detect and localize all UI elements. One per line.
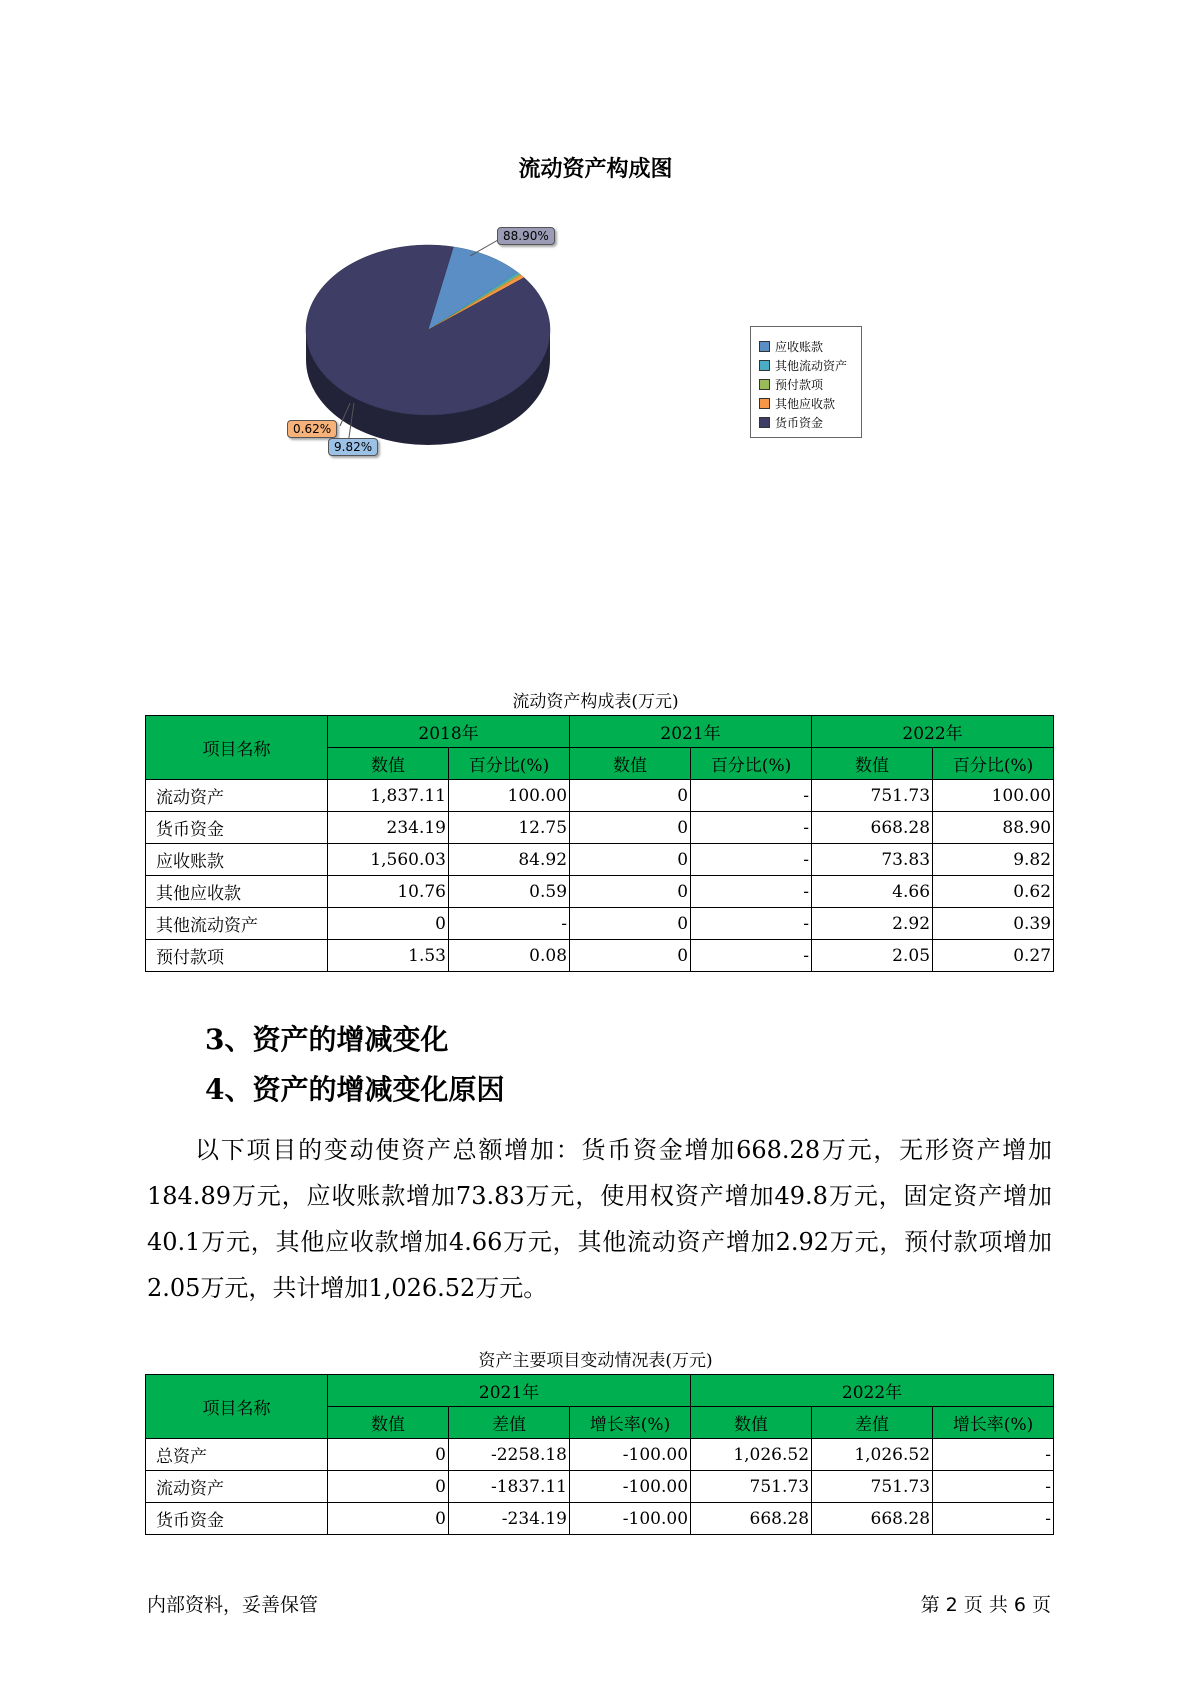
cell-value: 0 — [328, 1471, 449, 1503]
cell-value: 0 — [328, 1503, 449, 1535]
legend-swatch — [759, 379, 770, 390]
cell-value: 1,026.52 — [691, 1439, 812, 1471]
legend-swatch — [759, 398, 770, 409]
cell-value: 2.92 — [812, 908, 933, 940]
header-year-2018: 2018年 — [328, 716, 570, 748]
cell-value: 1,560.03 — [328, 844, 449, 876]
cell-value: 0.59 — [449, 876, 570, 908]
table-row — [146, 940, 1054, 972]
header-value: 数值 — [328, 748, 449, 780]
cell-value: 0 — [570, 780, 691, 812]
footer-page-number: 第 2 页 共 6 页 — [920, 1594, 1051, 1616]
table1-caption: 流动资产构成表(万元) — [512, 692, 679, 712]
cell-value: 0.39 — [933, 908, 1054, 940]
header-growth: 增长率(%) — [933, 1407, 1054, 1439]
cell-value: 668.28 — [691, 1503, 812, 1535]
section-heading-4: 4、资产的增减变化原因 — [205, 1073, 505, 1106]
legend-label: 货币资金 — [775, 416, 824, 430]
header-growth: 增长率(%) — [570, 1407, 691, 1439]
cell-value: 10.76 — [328, 876, 449, 908]
cell-value: 234.19 — [328, 812, 449, 844]
cell-value: -100.00 — [570, 1439, 691, 1471]
cell-value: - — [691, 844, 812, 876]
cell-value: 0 — [328, 1439, 449, 1471]
row-label: 预付款项 — [146, 940, 328, 972]
legend-item — [759, 394, 861, 413]
chart-legend — [750, 326, 862, 438]
cell-value: 12.75 — [449, 812, 570, 844]
cell-value: 100.00 — [933, 780, 1054, 812]
cell-value: -100.00 — [570, 1503, 691, 1535]
cell-value: 2.05 — [812, 940, 933, 972]
row-label: 总资产 — [146, 1439, 328, 1471]
cell-value: - — [933, 1471, 1054, 1503]
pie-label-货币资金: 88.90% — [497, 227, 555, 245]
header-percent: 百分比(%) — [449, 748, 570, 780]
footer-confidential: 内部资料，妥善保管 — [147, 1594, 319, 1616]
table-row — [146, 908, 1054, 940]
current-assets-table — [145, 715, 1054, 972]
legend-item — [759, 413, 861, 432]
row-label: 货币资金 — [146, 1503, 328, 1535]
cell-value: 751.73 — [812, 1471, 933, 1503]
cell-value: - — [691, 940, 812, 972]
cell-value: 73.83 — [812, 844, 933, 876]
table-row — [146, 1471, 1054, 1503]
cell-value: 0 — [570, 940, 691, 972]
header-percent: 百分比(%) — [933, 748, 1054, 780]
cell-value: 0 — [570, 812, 691, 844]
asset-change-table — [145, 1374, 1054, 1535]
header-diff: 差值 — [812, 1407, 933, 1439]
cell-value: 88.90 — [933, 812, 1054, 844]
row-label: 应收账款 — [146, 844, 328, 876]
legend-item — [759, 375, 861, 394]
cell-value: 0 — [570, 908, 691, 940]
table-row — [146, 1503, 1054, 1535]
legend-swatch — [759, 417, 770, 428]
cell-value: -100.00 — [570, 1471, 691, 1503]
cell-value: 0.27 — [933, 940, 1054, 972]
header-diff: 差值 — [449, 1407, 570, 1439]
cell-value: 4.66 — [812, 876, 933, 908]
cell-value: -234.19 — [449, 1503, 570, 1535]
row-label: 流动资产 — [146, 1471, 328, 1503]
header-item-name: 项目名称 — [146, 716, 328, 780]
header-value: 数值 — [812, 748, 933, 780]
section-heading-3: 3、资产的增减变化 — [205, 1023, 449, 1056]
cell-value: 668.28 — [812, 812, 933, 844]
cell-value: -2258.18 — [449, 1439, 570, 1471]
pie-label-应收账款: 9.82% — [328, 438, 378, 456]
legend-item — [759, 356, 861, 375]
cell-value: - — [933, 1503, 1054, 1535]
cell-value: 1,026.52 — [812, 1439, 933, 1471]
cell-value: - — [691, 908, 812, 940]
cell-value: 0 — [570, 876, 691, 908]
pie-label-其他应收款: 0.62% — [287, 420, 337, 438]
header-percent: 百分比(%) — [691, 748, 812, 780]
header-item-name: 项目名称 — [146, 1375, 328, 1439]
cell-value: 0 — [570, 844, 691, 876]
cell-value: 0.08 — [449, 940, 570, 972]
cell-value: 0.62 — [933, 876, 1054, 908]
row-label: 货币资金 — [146, 812, 328, 844]
cell-value: - — [449, 908, 570, 940]
header-year-2021: 2021年 — [570, 716, 812, 748]
header-year-2021: 2021年 — [328, 1375, 691, 1407]
table2-caption: 资产主要项目变动情况表(万元) — [478, 1351, 713, 1371]
legend-label: 其他流动资产 — [775, 359, 848, 373]
header-year-2022: 2022年 — [691, 1375, 1054, 1407]
legend-swatch — [759, 360, 770, 371]
table-row — [146, 1439, 1054, 1471]
pie-chart — [0, 0, 1191, 520]
table-row — [146, 780, 1054, 812]
row-label: 其他应收款 — [146, 876, 328, 908]
cell-value: 668.28 — [812, 1503, 933, 1535]
legend-label: 其他应收款 — [775, 397, 836, 411]
cell-value: - — [691, 876, 812, 908]
cell-value: 9.82 — [933, 844, 1054, 876]
pie-leader-line — [470, 240, 498, 256]
cell-value: 100.00 — [449, 780, 570, 812]
cell-value: 0 — [328, 908, 449, 940]
legend-label: 预付款项 — [775, 378, 824, 392]
header-value: 数值 — [691, 1407, 812, 1439]
table-row — [146, 876, 1054, 908]
cell-value: -1837.11 — [449, 1471, 570, 1503]
legend-label: 应收账款 — [775, 340, 824, 354]
cell-value: 1.53 — [328, 940, 449, 972]
header-value: 数值 — [328, 1407, 449, 1439]
cell-value: 1,837.11 — [328, 780, 449, 812]
header-year-2022: 2022年 — [812, 716, 1054, 748]
header-value: 数值 — [570, 748, 691, 780]
cell-value: - — [691, 780, 812, 812]
chart-title: 流动资产构成图 — [518, 157, 673, 182]
legend-swatch — [759, 341, 770, 352]
table-row — [146, 844, 1054, 876]
cell-value: - — [691, 812, 812, 844]
cell-value: 751.73 — [812, 780, 933, 812]
table-row — [146, 812, 1054, 844]
row-label: 其他流动资产 — [146, 908, 328, 940]
cell-value: 84.92 — [449, 844, 570, 876]
row-label: 流动资产 — [146, 780, 328, 812]
legend-item — [759, 337, 861, 356]
body-paragraph: 以下项目的变动使资产总额增加：货币资金增加668.28万元，无形资产增加184.89万元，应收账款增加73.83万元，使用权资产增加49.8万元，固定资产增加40.1万元，其他应收款增加4.66万元，其他流动资产增加2.92万元，预付款项增加2.05万元，共计增加1,026.52万元。 — [147, 1136, 1052, 1302]
cell-value: 751.73 — [691, 1471, 812, 1503]
cell-value: - — [933, 1439, 1054, 1471]
